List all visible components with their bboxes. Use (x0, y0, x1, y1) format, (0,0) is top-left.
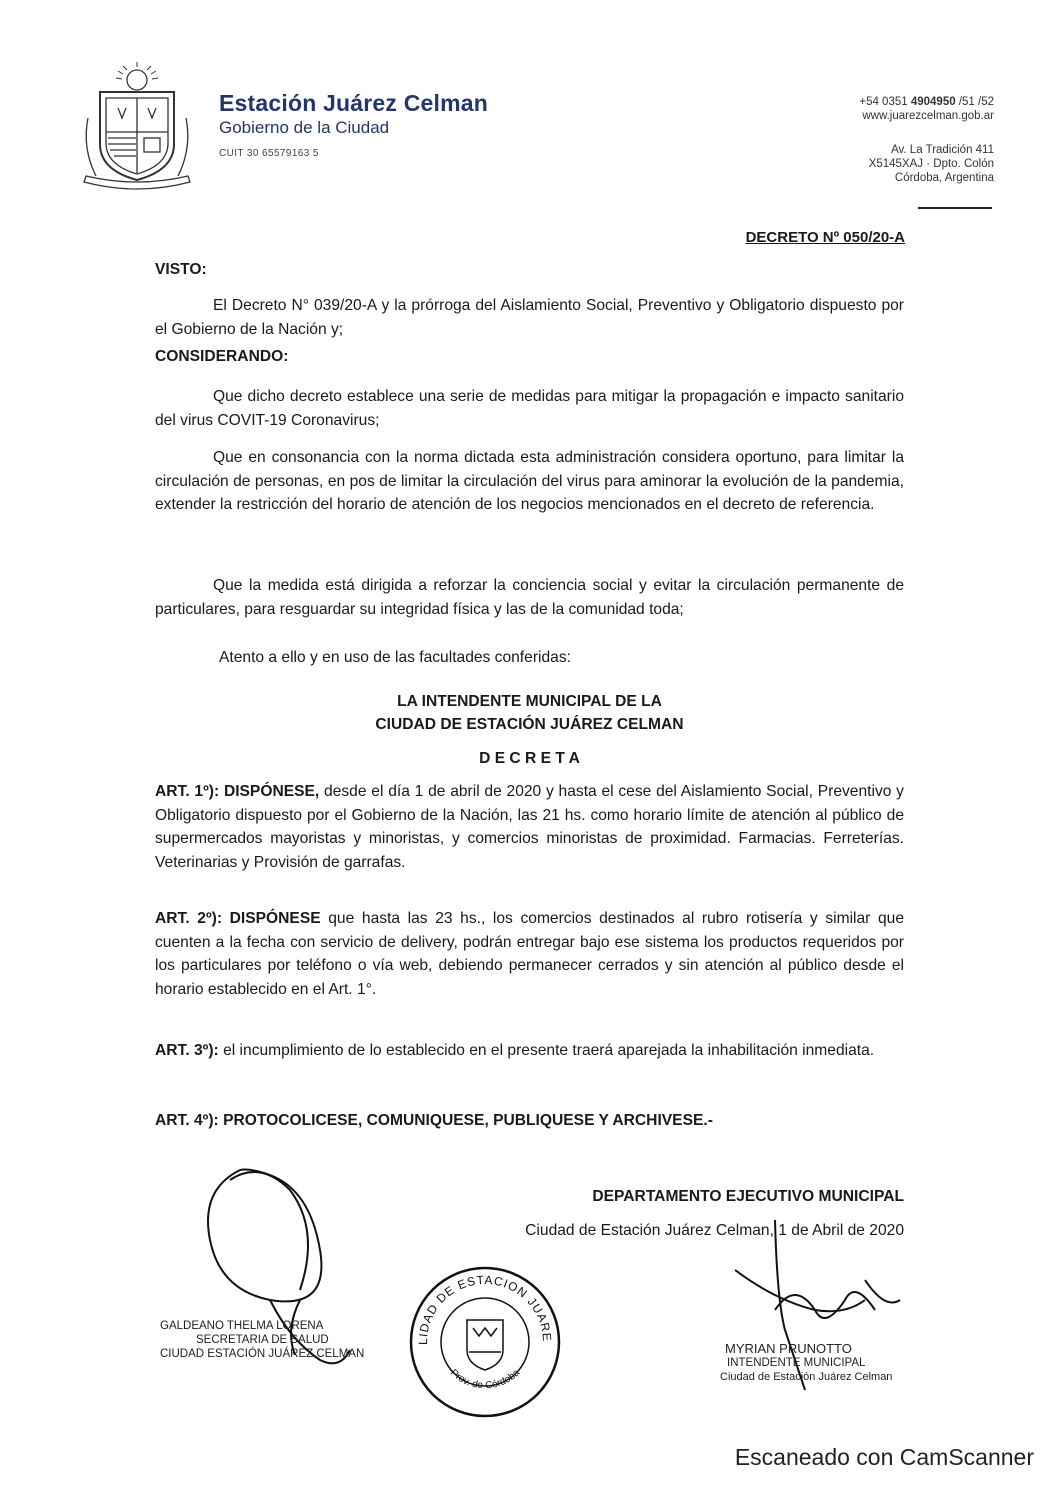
visto-heading: VISTO: (155, 261, 207, 278)
article-4: ART. 4º): PROTOCOLICESE, COMUNIQUESE, PUBLIQUESE Y ARCHIVESE.- (155, 1112, 713, 1129)
right-signer-name: MYRIAN PRUNOTTO (725, 1341, 852, 1356)
decree-number: DECRETO Nº 050/20-A (745, 229, 905, 246)
left-signer-name: GALDEANO THELMA LORENA (160, 1320, 324, 1332)
considerando-paragraph-3: Que la medida está dirigida a reforzar la conciencia social y evitar la circulación permanente de particulares, para resguardar su integridad física y las de la comunidad toda; (155, 577, 904, 618)
left-signer-role: SECRETARIA DE SALUD (196, 1334, 329, 1346)
considerando-paragraph-1: Que dicho decreto establece una serie de medidas para mitigar la propagación e impacto sanitario del virus COVIT-19 Coronavirus; (155, 388, 904, 429)
header-divider (918, 207, 992, 209)
scanner-watermark: Escaneado con CamScanner (734, 1444, 1034, 1470)
considerando-paragraph-2: Que en consonancia con la norma dictada esta administración considera oportuno, para limitar la circulación de personas, en pos de limitar la circulación del virus para aminorar la evolución de la pandemia, extender la restricción del horario de atención de los negocios mencionados en el decreto de referencia. (155, 449, 904, 513)
authority-line-2: CIUDAD DE ESTACIÓN JUÁREZ CELMAN (375, 716, 684, 733)
org-subtitle: Gobierno de la Ciudad (219, 118, 390, 137)
department-label: DEPARTAMENTO EJECUTIVO MUNICIPAL (592, 1188, 904, 1205)
article-1-label: ART. 1º): DISPÓNESE, (155, 783, 320, 800)
atento-paragraph: Atento a ello y en uso de las facultades conferidas: (219, 649, 571, 666)
right-signer-org: Ciudad de Estación Juárez Celman (720, 1371, 893, 1383)
address-line-1: Av. La Tradición 411 (891, 144, 994, 156)
org-cuit: CUIT 30 65579163 5 (219, 148, 319, 159)
authority-line-1: LA INTENDENTE MUNICIPAL DE LA (397, 693, 662, 710)
decreta-heading: D E C R E T A (479, 750, 580, 767)
article-1 (155, 780, 904, 874)
visto-paragraph: El Decreto N° 039/20-A y la prórroga del Aislamiento Social, Preventivo y Obligatorio dispuesto por el Gobierno de la Nación y; (155, 297, 904, 338)
address-line-2: X5145XAJ · Dpto. Colón (868, 158, 994, 170)
seal-top-text: MUNICIPALIDAD DE ESTACION JUAREZ CELMAN (399, 1251, 555, 1346)
article-2-text: que hasta las 23 hs., los comercios destinados al rubro rotisería y similar que cuenten a la fecha con servicio de delivery, podrán entregar bajo ese sistema los productos requeridos por los particulares por teléfono o vía web, debiendo permanecer cerrados y sin atención al público desde el horario establecido en el Art. 1°. (155, 910, 904, 998)
address-line-3: Córdoba, Argentina (894, 172, 994, 184)
article-2 (155, 907, 904, 1001)
considerando-heading: CONSIDERANDO: (155, 348, 289, 365)
phone-suffix: /51 /52 (955, 96, 994, 108)
phone-prefix: +54 0351 (859, 96, 911, 108)
org-name: Estación Juárez Celman (219, 90, 489, 116)
left-signer-org: CIUDAD ESTACIÓN JUÁREZ CELMAN (160, 1348, 365, 1360)
article-3-text: el incumplimiento de lo establecido en el presente traerá aparejada la inhabilitación inmediata. (218, 1042, 875, 1059)
article-3 (155, 1039, 904, 1063)
right-signer-role: INTENDENTE MUNICIPAL (727, 1357, 866, 1369)
phone-main: 4904950 (910, 96, 956, 108)
place-date: Ciudad de Estación Juárez Celman, 1 de Abril de 2020 (525, 1222, 904, 1239)
coat-of-arms-logo (78, 58, 196, 192)
municipal-seal (399, 1251, 565, 1422)
article-3-label: ART. 3º): (155, 1042, 219, 1059)
article-2-label: ART. 2º): DISPÓNESE (155, 910, 321, 927)
contact-phone (859, 95, 994, 109)
svg-text:Prov. de Córdoba (448, 1367, 522, 1391)
contact-website: www.juarezcelman.gob.ar (862, 110, 994, 122)
seal-bottom-text: Prov. de Córdoba (448, 1367, 522, 1392)
article-1-text: desde el día 1 de abril de 2020 y hasta el cese del Aislamiento Social, Preventivo y Obligatorio dispuesto por el Gobierno de la Nación, las 21 hs. como horario límite de atención al público de supermercados mayoristas y minoristas, y comercios minoristas de proximidad. Farmacias. Ferreterías. Veterinarias y Provisión de garrafas. (155, 783, 904, 871)
